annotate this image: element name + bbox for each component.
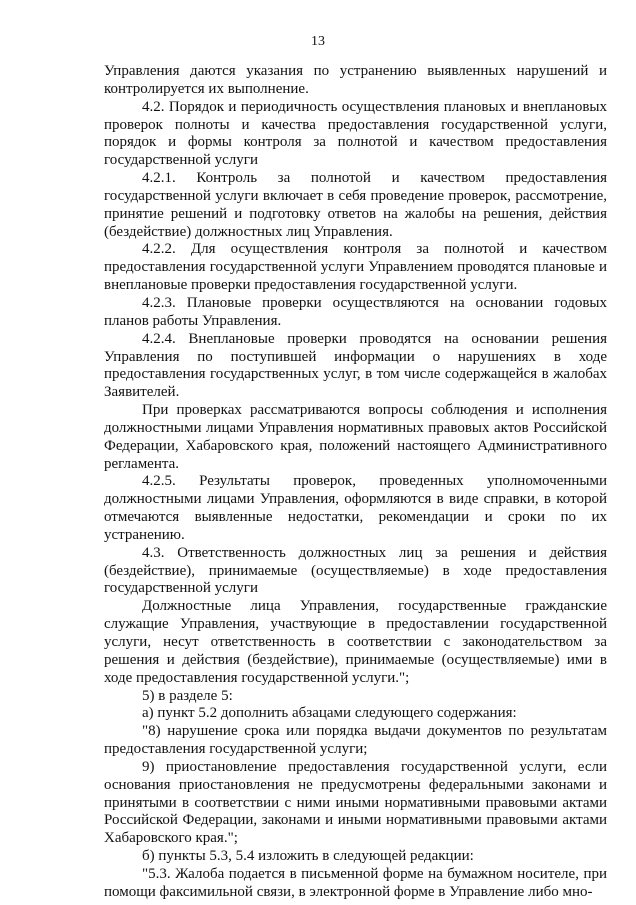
paragraph: Управления даются указания по устранению выявленных нарушений и контролируется их выполнение. [104,63,607,97]
paragraph: При проверках рассматриваются вопросы соблюдения и исполнения должностными лицами Управления нормативных правовых актов Российской Федерации, Хабаровского края, положений настоящего Административного регламента. [104,402,607,472]
paragraph: а) пункт 5.2 дополнить абзацами следующего содержания: [142,705,517,722]
paragraph: 9) приостановление предоставления государственной услуги, если основания приостановления не предусмотрены федеральными законами и принятыми в соответствии с ними иными нормативными правовыми актами Российской Федерации, законами и иными нормативными правовыми актами Хабаровского края."; [104,758,607,847]
paragraph: 4.2.3. Плановые проверки осуществляются на основании годовых планов работы Управления. [104,294,607,329]
paragraph: 5) в разделе 5: [142,687,233,704]
paragraph: 4.2.4. Внеплановые проверки проводятся на основании решения Управления по поступившей информации о нарушениях в ходе предоставления государственных услуг, в том числе содержащейся в жалобах Заявителей. [104,330,607,401]
paragraph: б) пункты 5.3, 5.4 изложить в следующей редакции: [142,848,474,865]
paragraph: 4.2.1. Контроль за полнотой и качеством предоставления государственной услуги включает в себя проведение проверок, рассмотрение, принятие решений и подготовку ответов на жалобы на решения, действия (бездействие) должностных лиц Управления. [104,170,607,240]
page-number: 13 [311,34,325,49]
paragraph: Должностные лица Управления, государственные гражданские служащие Управления, участвующие в предоставлении государственной услуги, несут ответственность в соответствии с законодательством за решения и действия (бездействие), принимаемые (осуществляемые) ими в ходе предоставления государственной услуги."; [104,598,607,686]
paragraph: 4.3. Ответственность должностных лиц за решения и действия (бездействие), принимаемые (осуществляемые) в ходе предоставления государственной услуги [104,544,607,597]
paragraph: 4.2.5. Результаты проверок, проведенных уполномоченными должностными лицами Управления, оформляются в виде справки, в которой отмечаются выявленные недостатки, рекомендации и сроки по их устранению. [104,473,607,543]
paragraph: "5.3. Жалоба подается в письменной форме на бумажном носителе, при помощи факсимильной связи, в электронной форме в Управление либо мно- [104,865,607,900]
paragraph: 4.2.2. Для осуществления контроля за полнотой и качеством предоставления государственной услуги Управлением проводятся плановые и внеплановые проверки предоставления государственной услуги. [104,241,607,294]
paragraph: "8) нарушение срока или порядка выдачи документов по результатам предоставления государственной услуги; [104,723,607,758]
body-text [104,63,607,902]
paragraph: 4.2. Порядок и периодичность осуществления плановых и внеплановых проверок полноты и качества предоставления государственной услуги, порядок и формы контроля за полнотой и качеством предоставления государственной услуги [104,98,607,169]
